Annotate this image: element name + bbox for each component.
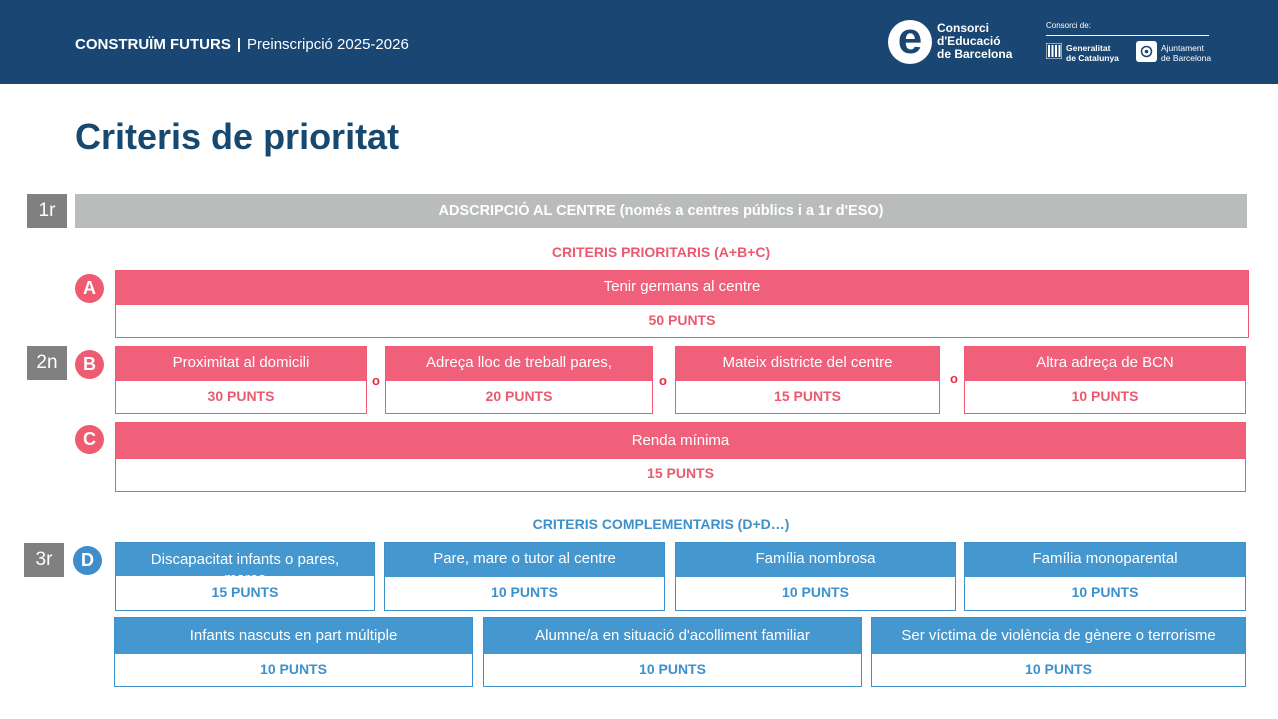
criterion-a-card [115, 270, 1249, 338]
criterion-b-option-points: 30 PUNTS [207, 388, 275, 404]
criterion-d-card [384, 542, 665, 611]
criterion-a-label: Tenir germans al centre [116, 271, 1248, 305]
criterion-c-points: 15 PUNTS [647, 465, 714, 481]
criterion-b-option-label: Altra adreça de BCN [965, 347, 1245, 381]
logo-line-2: d'Educació [937, 34, 1001, 48]
criterion-d-card [483, 617, 862, 687]
criterion-d-label: Ser víctima de violència de gènere o terrorisme [872, 618, 1245, 654]
ajuntament-line-2: de Barcelona [1161, 53, 1212, 63]
criterion-d-label: Pare, mare o tutor al centre [385, 543, 664, 577]
ajuntament-line-1: Ajuntament [1161, 43, 1204, 53]
ajuntament-text [1161, 43, 1211, 63]
consorci-divider [1046, 35, 1209, 36]
criterion-d-label: Família nombrosa [676, 543, 955, 577]
criterion-a-badge: A [75, 274, 104, 303]
criterion-d-badge: D [73, 546, 102, 575]
criterion-b-option-card [964, 346, 1246, 414]
consorci-logo-icon [888, 14, 932, 64]
generalitat-line-2: de Catalunya [1066, 53, 1119, 63]
prioritaris-title: CRITERIS PRIORITARIS (A+B+C) [551, 244, 771, 260]
criterion-c-badge: C [75, 425, 104, 454]
or-connector: o [372, 373, 380, 388]
or-connector: o [659, 373, 667, 388]
header-bar [0, 0, 1278, 84]
criterion-d-card [871, 617, 1246, 687]
criterion-b-option-card [115, 346, 367, 414]
criterion-d-card [115, 542, 375, 611]
criterion-d-points: 15 PUNTS [116, 576, 374, 610]
header-separator: | [236, 36, 242, 53]
generalitat-icon [1046, 43, 1062, 59]
criterion-b-badge: B [75, 350, 104, 379]
criterion-d-label: Família monoparental [965, 543, 1245, 577]
consorci-de-label: Consorci de: [1046, 21, 1091, 30]
complementaris-title: CRITERIS COMPLEMENTARIS (D+D…) [532, 516, 790, 532]
level-badge-1r: 1r [27, 194, 67, 228]
generalitat-line-1: Generalitat [1066, 43, 1111, 53]
level-badge-3r: 3r [24, 543, 64, 577]
criterion-d-points: 10 PUNTS [639, 661, 706, 677]
level-badge-2n: 2n [27, 346, 67, 380]
criterion-a-points: 50 PUNTS [648, 312, 716, 328]
criterion-b-option-label: Adreça lloc de treball pares, [386, 347, 652, 381]
logo-line-1: Consorci [937, 21, 990, 35]
criterion-d-label: Alumne/a en situació d'acolliment familiar [484, 618, 861, 654]
criterion-b-option-points: 20 PUNTS [485, 388, 553, 404]
criterion-d-card [675, 542, 956, 611]
criterion-d-label: Discapacitat infants o pares, [116, 543, 374, 577]
generalitat-text [1066, 43, 1119, 63]
criterion-d-points: 10 PUNTS [491, 584, 558, 600]
criterion-b-option-points: 10 PUNTS [1071, 388, 1139, 404]
criterion-b-option-label: Mateix districte del centre [676, 347, 939, 381]
criterion-d-label: Infants nascuts en part múltiple [115, 618, 472, 654]
consorci-logo-text [937, 22, 1012, 61]
header-title [75, 36, 409, 53]
criterion-b-option-points: 15 PUNTS [774, 388, 841, 404]
or-connector: o [950, 371, 958, 386]
criterion-b-option-card [385, 346, 653, 414]
criterion-c-label: Renda mínima [116, 423, 1245, 459]
header-title-bold: CONSTRUÏM FUTURS [75, 36, 231, 53]
ajuntament-icon [1136, 41, 1157, 62]
criterion-d-points: 10 PUNTS [1025, 661, 1092, 677]
criterion-d-points: 10 PUNTS [1071, 584, 1139, 600]
consorci-logo-letter: e [897, 14, 923, 63]
criterion-c-card [115, 422, 1246, 492]
criterion-b-option-label: Proximitat al domicili [116, 347, 366, 381]
criterion-d-points: 10 PUNTS [260, 661, 327, 677]
criterion-d-card [964, 542, 1246, 611]
criterion-d-points: 10 PUNTS [782, 584, 849, 600]
criterion-d-card [114, 617, 473, 687]
page-title: Criteris de prioritat [75, 116, 400, 157]
adscripcio-bar: ADSCRIPCIÓ AL CENTRE (només a centres públics i a 1r d'ESO) [75, 194, 1247, 228]
logo-line-3: de Barcelona [937, 47, 1013, 61]
criterion-b-option-card [675, 346, 940, 414]
header-subtitle: Preinscripció 2025-2026 [247, 36, 409, 53]
